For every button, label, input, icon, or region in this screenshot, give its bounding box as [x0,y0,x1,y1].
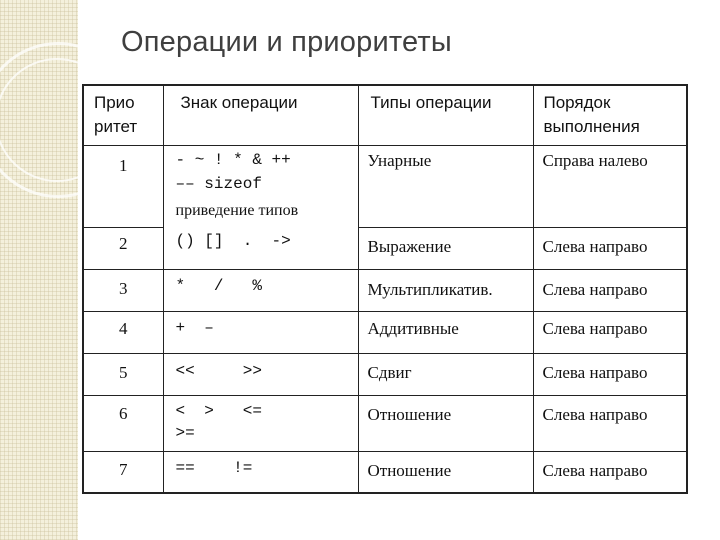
table-row [83,451,687,493]
type-cell: Мультипликатив. [358,269,533,311]
operator-text [164,396,358,444]
operator-text: + – [175,318,214,337]
header-order-line1: Порядок [543,93,611,112]
operator-cell [163,311,358,353]
table-row [83,227,687,269]
table-row [83,311,687,353]
order-cell: Справа налево [533,145,687,227]
type-cell: Отношение [358,451,533,493]
priority-cell: 5 [83,353,163,395]
type-cell: Аддитивные [358,311,533,353]
order-cell: Слева направо [533,353,687,395]
type-cell: Выражение [358,227,533,269]
order-cell: Слева направо [533,269,687,311]
operator-text: * / % [175,276,262,295]
table-header-row [83,85,687,145]
operator-cell [163,145,358,227]
header-priority-line1: Прио [94,93,135,112]
priority-cell: 3 [83,269,163,311]
operator-line2: >= [175,423,195,442]
operator-cell [163,269,358,311]
order-cell: Слева направо [533,227,687,269]
table-row [83,353,687,395]
priority-cell: 6 [83,395,163,451]
priority-cell: 4 [83,311,163,353]
header-priority-line2: ритет [94,117,138,136]
operator-cell [163,395,358,451]
header-type [358,85,533,145]
operator-text: == != [175,458,253,477]
table-row [83,145,687,227]
operator-cell [163,353,358,395]
priority-cell: 2 [83,227,163,269]
type-cell: Отношение [358,395,533,451]
priority-table [82,84,688,494]
header-sign-label: Знак операции [180,93,298,112]
operator-line1: < > <= [175,401,262,420]
type-cell: Сдвиг [358,353,533,395]
operator-cell [163,227,358,269]
operator-text: << >> [175,361,262,380]
header-order-line2: выполнения [543,117,640,136]
header-priority [83,85,163,145]
priority-table-container [82,84,688,494]
operator-line2: –– sizeof [175,174,262,193]
operator-line1: - ~ ! * & ++ [175,150,291,169]
priority-cell: 7 [83,451,163,493]
operator-text: () [] . -> [175,232,291,250]
type-cell: Унарные [358,145,533,227]
priority-cell: 1 [83,145,163,227]
order-cell: Слева направо [533,451,687,493]
table-row [83,269,687,311]
header-sign [163,85,358,145]
order-cell: Слева направо [533,311,687,353]
order-cell: Слева направо [533,395,687,451]
header-order [533,85,687,145]
header-type-label: Типы операции [370,93,492,112]
operator-cell [163,451,358,493]
page-title: Операции и приоритеты [121,26,452,58]
operator-text [164,146,358,196]
operator-note: приведение типов [175,201,299,219]
table-row [83,395,687,451]
decorative-side-band [0,0,78,540]
